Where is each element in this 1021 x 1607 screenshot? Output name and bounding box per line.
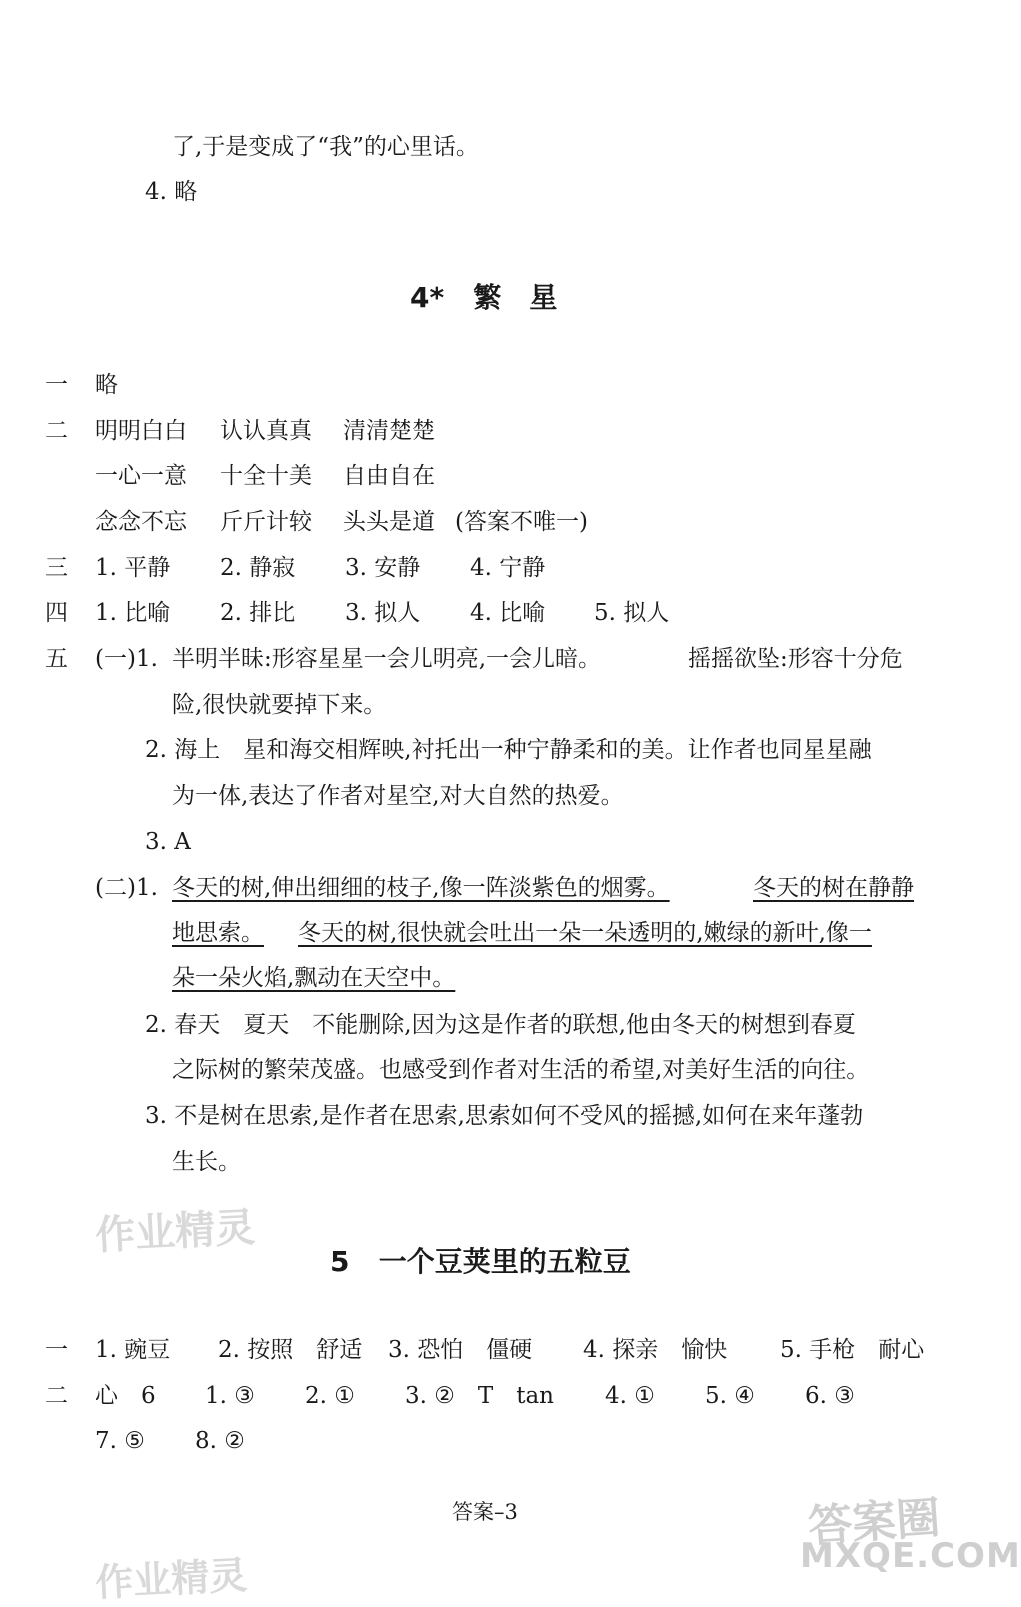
q2-word: 一心一意 [95,463,187,489]
q5-p1-2-text: 2. 海上 星和海交相辉映,衬托出一种宁静柔和的美。让作者也同星星融 [145,737,872,763]
q5-p2-2-text: 2. 春天 夏天 不能删除,因为这是作者的联想,他由冬天的树想到春夏 [145,1012,856,1038]
q3-label: 三 [45,555,68,581]
s5-q2-item: 3. ② T tan [405,1383,554,1409]
q2-word: 念念不忘 [95,509,187,535]
q5-p2-2-text: 之际树的繁荣茂盛。也感受到作者对生活的希望,对美好生活的向往。 [172,1057,870,1083]
q2-word: 明明白白 [95,418,187,444]
q3-item: 3. 安静 [345,555,421,581]
section-5-title [330,1240,631,1280]
site-logo-text: 答案圈 [806,1492,942,1553]
s5-q2-item: 心 6 [95,1383,156,1409]
q3-item: 1. 平静 [95,555,171,581]
s5-q1-item: 4. 探亲 愉快 [583,1337,728,1363]
q4-item: 5. 拟人 [594,600,670,626]
q2-word: 头头是道 [343,509,435,535]
q5-p1-1-text: 半明半昧:形容星星一会儿明亮,一会儿暗。 [172,646,602,672]
site-logo-url: MXQE.COM [800,1536,1021,1576]
q5-p1-1-text: 险,很快就要掉下来。 [172,692,387,718]
q4-item: 4. 比喻 [470,600,546,626]
s5-q2-item: 5. ④ [705,1383,755,1409]
s5-q1-item: 2. 按照 舒适 [218,1337,363,1363]
q4-item: 1. 比喻 [95,600,171,626]
q5-label: 五 [45,646,68,672]
q5-p1-2-text: 为一体,表达了作者对星空,对大自然的热爱。 [172,783,624,809]
section-number: 5 [330,1245,350,1278]
s5-q1-label: 一 [45,1337,68,1363]
q3-item: 2. 静寂 [220,555,296,581]
s5-q1-item: 5. 手枪 耐心 [780,1337,925,1363]
s5-q1-item: 3. 恐怕 僵硬 [388,1337,533,1363]
q4-item: 3. 拟人 [345,600,421,626]
q2-word: 认认真真 [220,418,312,444]
s5-q2-item: 8. ② [195,1428,245,1454]
q2-label: 二 [45,418,68,444]
q5-p2-1-underlined: 冬天的树在静静 [753,875,914,901]
s5-q2-item: 4. ① [605,1383,655,1409]
q2-note: (答案不唯一) [455,509,588,535]
q5-part1-prefix: (一)1. [95,646,158,672]
watermark-text: 作业精灵 [94,1204,257,1260]
q2-word: 十全十美 [220,463,312,489]
q4-label: 四 [45,600,68,626]
s5-q2-item: 7. ⑤ [95,1428,145,1454]
q5-p2-1-underlined: 朵一朵火焰,飘动在天空中。 [172,965,456,991]
q2-word: 自由自在 [343,463,435,489]
q5-p2-1-underlined: 冬天的树,很快就会吐出一朵一朵透明的,嫩绿的新叶,像一 [298,920,872,946]
q5-part2-prefix: (二)1. [95,875,158,901]
answer-4: 4. 略 [145,179,198,205]
q5-p2-3-text: 3. 不是树在思索,是作者在思索,思索如何不受风的摇撼,如何在来年蓬勃 [145,1103,864,1129]
q2-word: 清清楚楚 [343,418,435,444]
s5-q2-item: 2. ① [305,1383,355,1409]
watermark-text: 作业精灵 [94,1553,249,1605]
section-number: 4* [410,281,445,314]
section-name: 一个豆荚里的五粒豆 [378,1245,631,1278]
q5-p1-3-text: 3. A [145,829,191,855]
q1-answer: 略 [95,372,118,398]
continued-answer-line: 了,于是变成了“我”的心里话。 [172,134,479,160]
q3-item: 4. 宁静 [470,555,546,581]
s5-q2-item: 1. ③ [205,1383,255,1409]
q1-label: 一 [45,372,68,398]
s5-q2-item: 6. ③ [805,1383,855,1409]
q5-p1-1-text: 摇摇欲坠:形容十分危 [688,646,903,672]
q5-p2-3-text: 生长。 [172,1149,241,1175]
q5-p2-1-underlined: 地思索。 [172,920,264,946]
page-number: 答案–3 [452,1500,518,1524]
s5-q1-item: 1. 豌豆 [95,1337,171,1363]
q4-item: 2. 排比 [220,600,296,626]
s5-q2-label: 二 [45,1383,68,1409]
q5-p2-1-underlined: 冬天的树,伸出细细的枝子,像一阵淡紫色的烟雾。 [172,875,670,901]
section-4-title [410,276,557,316]
section-name: 繁 星 [473,281,558,314]
q2-word: 斤斤计较 [220,509,312,535]
